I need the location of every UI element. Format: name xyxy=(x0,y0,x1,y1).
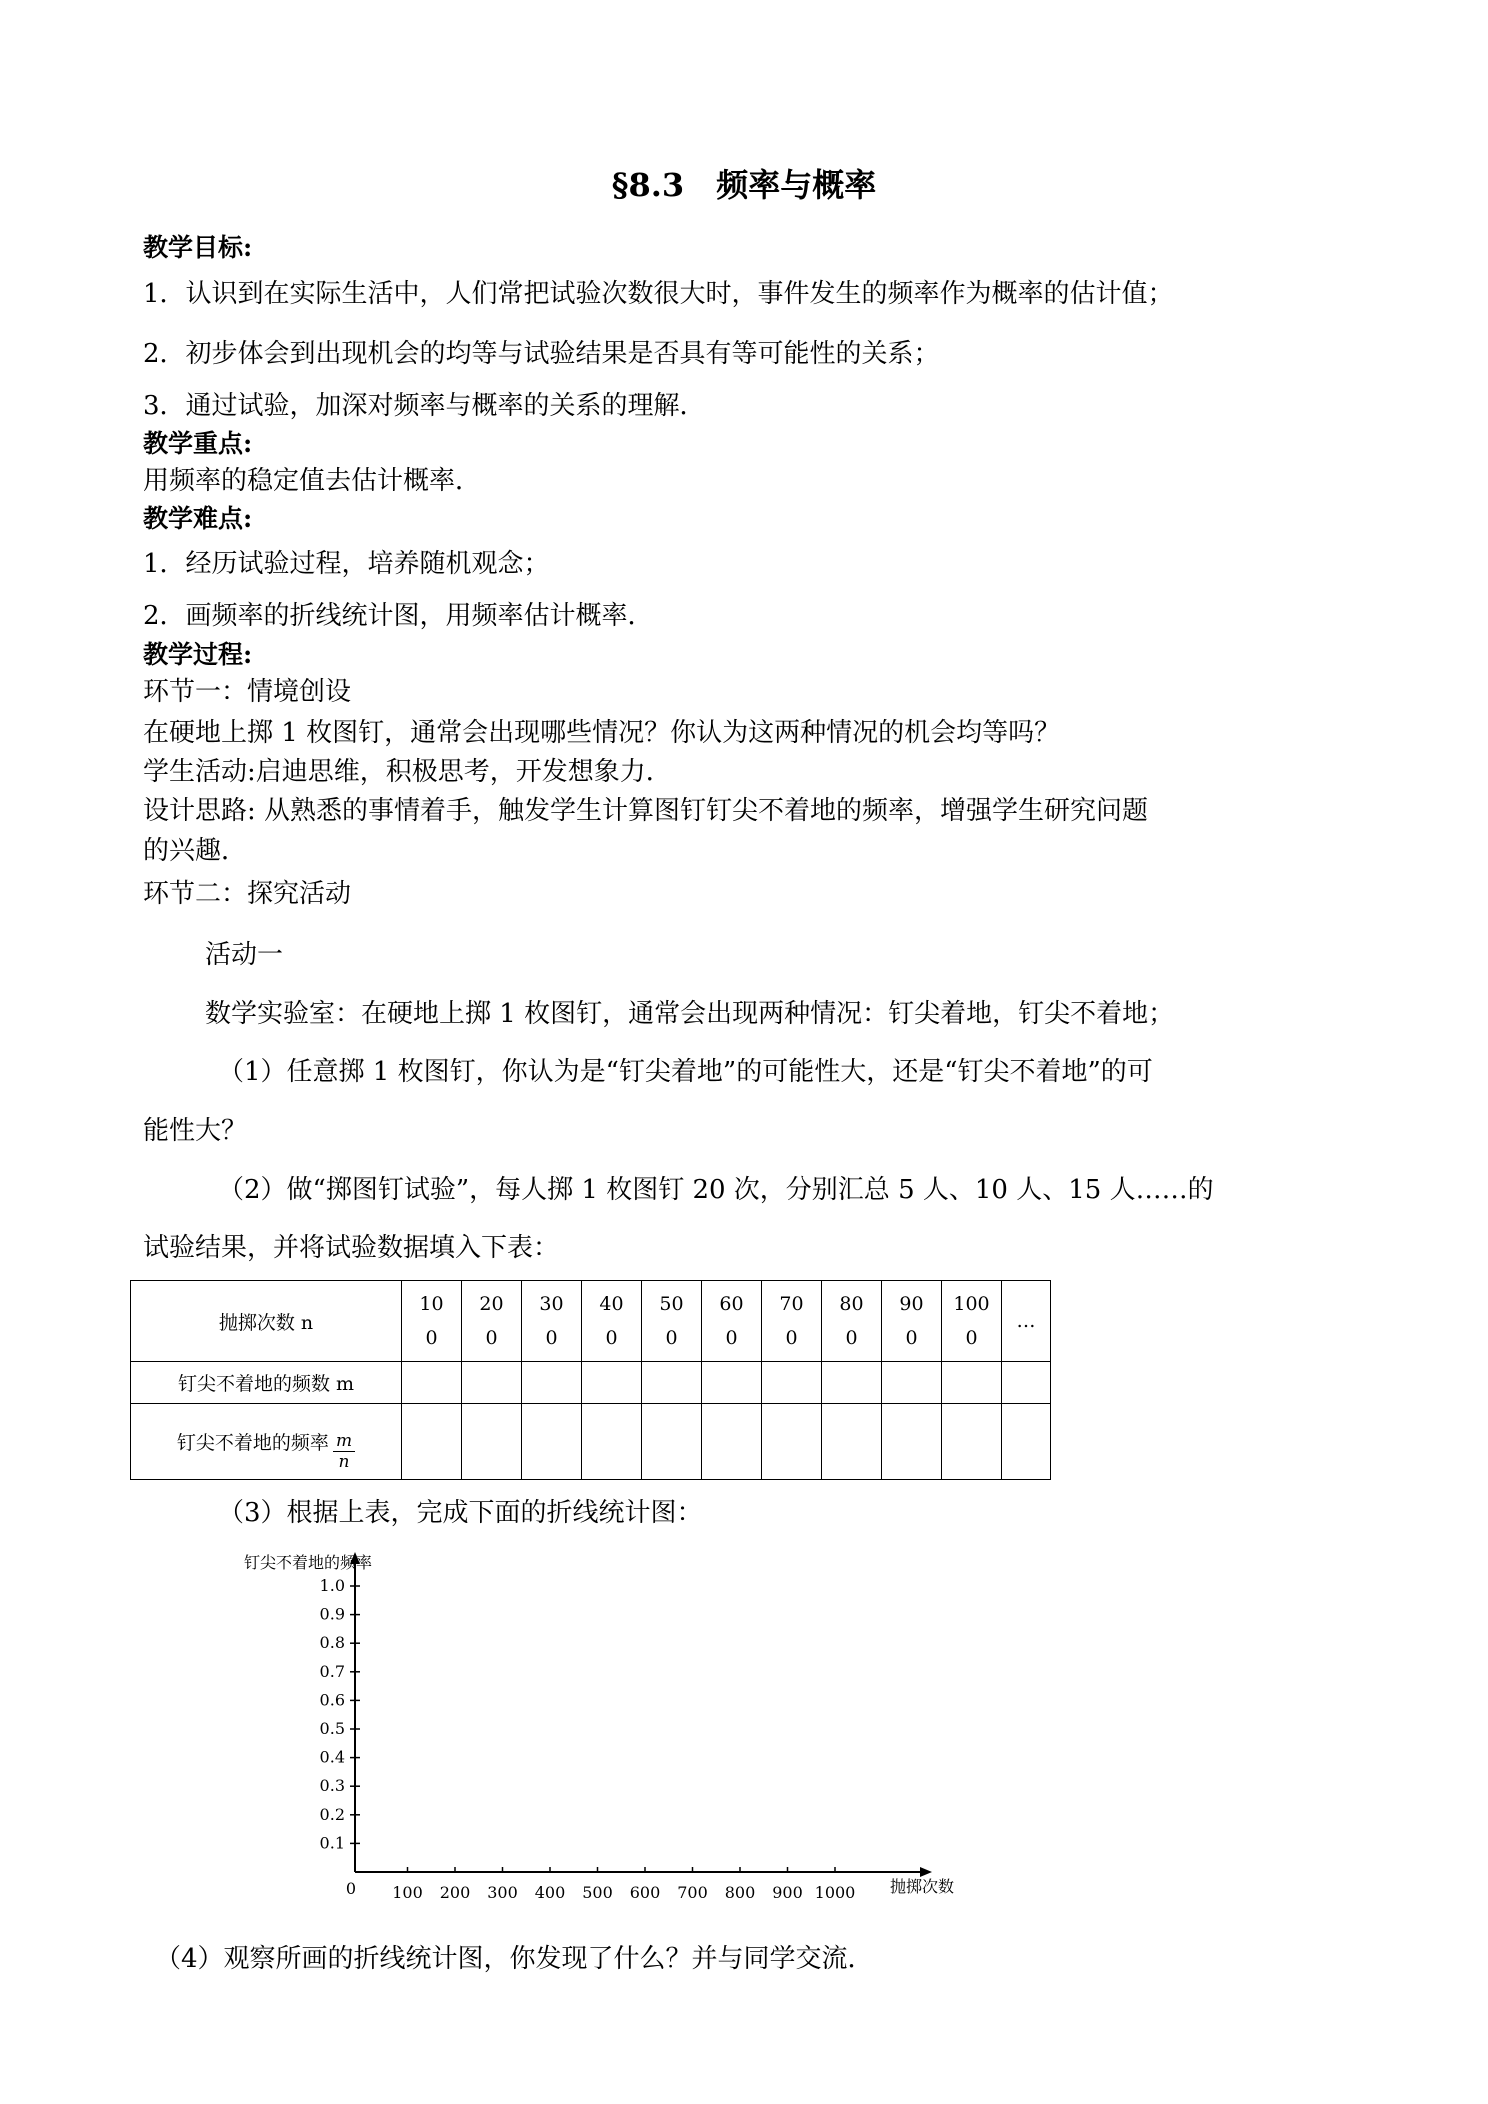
question-2-cont: 试验结果，并将试验数据填入下表： xyxy=(143,1233,560,1263)
fraction-numerator: m xyxy=(333,1431,355,1452)
table-row xyxy=(131,1281,1051,1362)
key-text: 用频率的稳定值去估计概率． xyxy=(143,466,482,496)
empty-cell xyxy=(762,1362,822,1404)
empty-cell xyxy=(1002,1404,1051,1480)
difficult-item: 2．画频率的折线统计图，用频率估计概率． xyxy=(143,601,654,631)
table-row xyxy=(131,1362,1051,1404)
fraction xyxy=(333,1431,355,1472)
n-cell: 50 0 xyxy=(642,1281,702,1362)
goal-item: 3．通过试验，加深对频率与概率的关系的理解． xyxy=(143,391,706,421)
y-tick-label: 0.2 xyxy=(319,1804,345,1824)
empty-cell xyxy=(402,1404,462,1480)
empty-cell xyxy=(882,1404,942,1480)
empty-cell xyxy=(942,1404,1002,1480)
n-cell: 80 0 xyxy=(822,1281,882,1362)
x-axis-arrow xyxy=(920,1867,932,1877)
n-cell: 100 0 xyxy=(942,1281,1002,1362)
origin-label: 0 xyxy=(345,1879,357,1898)
goals-heading: 教学目标: xyxy=(143,233,253,262)
activity1-label: 活动一 xyxy=(205,940,284,970)
y-tick-label: 0.7 xyxy=(319,1661,345,1681)
n-cell: 30 0 xyxy=(522,1281,582,1362)
x-tick-label: 100 xyxy=(392,1883,423,1902)
key-heading: 教学重点: xyxy=(143,429,253,458)
question-1-cont: 能性大？ xyxy=(143,1116,248,1146)
question-2: （2）做“掷图钉试验”，每人掷 1 枚图钉 20 次，分别汇总 5 人、10 人、15 人……的 xyxy=(218,1175,1214,1205)
fraction-denominator: n xyxy=(338,1452,350,1472)
y-axis-label: 钉尖不着地的频率 xyxy=(243,1553,373,1572)
x-tick-label: 400 xyxy=(534,1883,566,1902)
y-tick-label: 0.8 xyxy=(319,1633,345,1653)
x-tick-label: 200 xyxy=(439,1883,471,1902)
question-1: （1）任意掷 1 枚图钉，你认为是“钉尖着地”的可能性大，还是“钉尖不着地”的可 xyxy=(218,1057,1153,1087)
frequency-line-chart xyxy=(150,1550,955,1910)
empty-cell xyxy=(942,1362,1002,1404)
step1-question: 在硬地上掷 1 枚图钉，通常会出现哪些情况？你认为这两种情况的机会均等吗？ xyxy=(143,718,1061,748)
empty-cell xyxy=(882,1362,942,1404)
y-tick-label: 0.1 xyxy=(319,1833,345,1853)
page-title: §8.3 频率与概率 xyxy=(611,166,877,204)
empty-cell xyxy=(702,1362,762,1404)
n-cell: 10 0 xyxy=(402,1281,462,1362)
x-tick-label: 600 xyxy=(629,1883,661,1902)
step1-title: 环节一：情境创设 xyxy=(143,677,352,707)
x-tick-label: 1000 xyxy=(814,1883,856,1902)
n-cell: 60 0 xyxy=(702,1281,762,1362)
empty-cell xyxy=(702,1404,762,1480)
x-axis-label: 抛掷次数 xyxy=(890,1877,955,1896)
difficult-heading: 教学难点: xyxy=(143,504,253,533)
empty-cell xyxy=(762,1404,822,1480)
empty-cell xyxy=(582,1362,642,1404)
empty-cell xyxy=(822,1404,882,1480)
empty-cell xyxy=(462,1404,522,1480)
step1-design: 设计思路: 从熟悉的事情着手，触发学生计算图钉钉尖不着地的频率，增强学生研究问题 xyxy=(143,796,1149,826)
goal-item: 2．初步体会到出现机会的均等与试验结果是否具有等可能性的关系； xyxy=(143,339,940,369)
x-tick-label: 700 xyxy=(677,1883,708,1902)
y-tick-label: 0.9 xyxy=(319,1604,345,1624)
empty-cell xyxy=(1002,1362,1051,1404)
y-tick-label: 0.5 xyxy=(319,1719,345,1738)
empty-cell xyxy=(522,1362,582,1404)
y-tick-label: 0.6 xyxy=(319,1690,345,1710)
y-tick-label: 1.0 xyxy=(319,1576,345,1595)
question-4: （4）观察所画的折线统计图，你发现了什么？并与同学交流． xyxy=(155,1944,874,1974)
n-cell: 70 0 xyxy=(762,1281,822,1362)
step1-activity: 学生活动:启迪思维，积极思考，开发想象力． xyxy=(143,757,672,787)
step2-title: 环节二：探究活动 xyxy=(143,879,352,909)
n-cell: 20 0 xyxy=(462,1281,522,1362)
empty-cell xyxy=(642,1362,702,1404)
freq-label: 钉尖不着地的频率 xyxy=(176,1432,329,1454)
empty-cell xyxy=(462,1362,522,1404)
ellipsis-cell: … xyxy=(1002,1281,1051,1362)
empty-cell xyxy=(582,1404,642,1480)
step1-design-cont: 的兴趣． xyxy=(143,836,248,866)
row-label-freq xyxy=(131,1404,402,1480)
x-tick-label: 800 xyxy=(724,1883,756,1902)
empty-cell xyxy=(522,1404,582,1480)
goal-item: 1．认识到在实际生活中，人们常把试验次数很大时，事件发生的频率作为概率的估计值； xyxy=(143,279,1174,309)
empty-cell xyxy=(822,1362,882,1404)
y-tick-label: 0.3 xyxy=(319,1776,345,1796)
process-heading: 教学过程: xyxy=(143,640,253,669)
row-label-m: 钉尖不着地的频数 m xyxy=(131,1362,402,1404)
empty-cell xyxy=(642,1404,702,1480)
difficult-item: 1．经历试验过程，培养随机观念； xyxy=(143,549,550,579)
y-tick-label: 0.4 xyxy=(319,1747,345,1767)
n-cell: 40 0 xyxy=(582,1281,642,1362)
x-tick-label: 500 xyxy=(582,1883,613,1902)
x-tick-label: 900 xyxy=(772,1883,803,1902)
lab-text: 数学实验室：在硬地上掷 1 枚图钉，通常会出现两种情况：钉尖着地，钉尖不着地； xyxy=(205,999,1175,1029)
row-label-n: 抛掷次数 n xyxy=(131,1281,402,1362)
question-3: （3）根据上表，完成下面的折线统计图： xyxy=(218,1498,703,1528)
x-tick-label: 300 xyxy=(487,1883,518,1902)
table-row xyxy=(131,1404,1051,1480)
empty-cell xyxy=(402,1362,462,1404)
data-table xyxy=(130,1280,1051,1480)
n-cell: 90 0 xyxy=(882,1281,942,1362)
